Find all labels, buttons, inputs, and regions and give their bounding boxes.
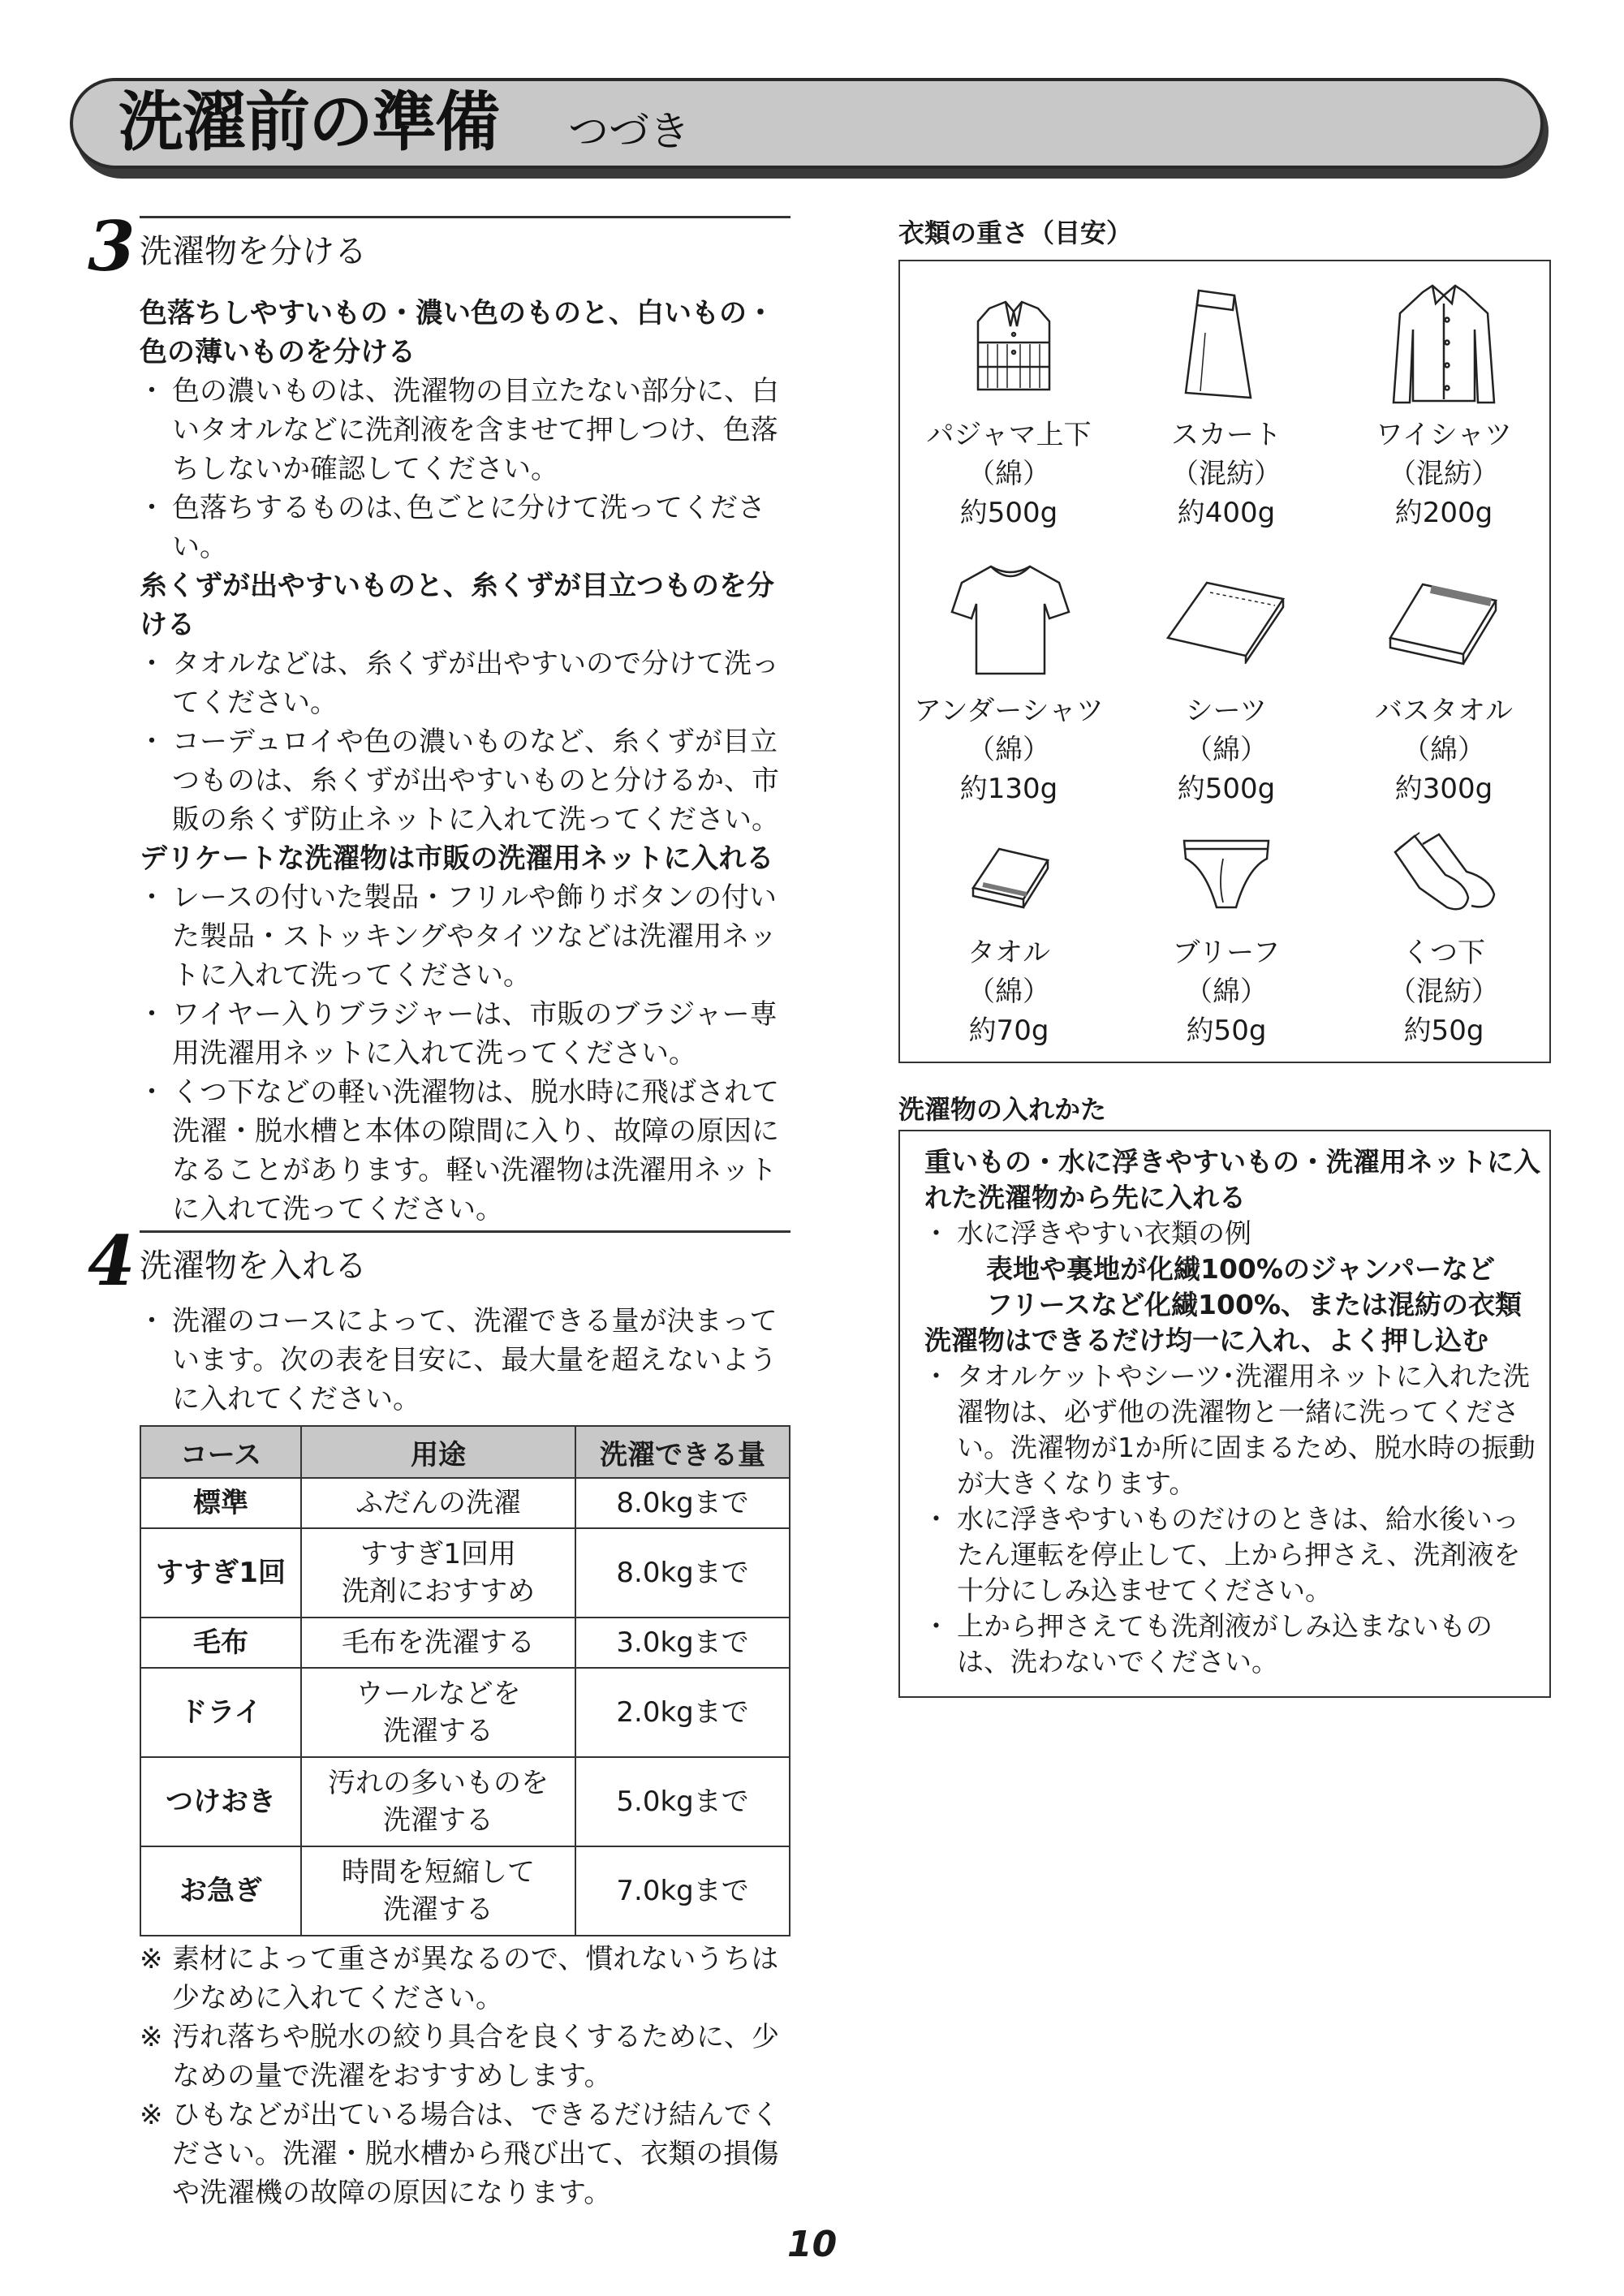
item-name: ワイシャツ [1375, 419, 1513, 451]
step-3-content [140, 294, 797, 1229]
course-cell: ドライ [140, 1668, 301, 1757]
note-item: ※ 素材によって重さが異なるので、慣れないうちは少なめに入れてください。 [140, 1940, 797, 2018]
example-item: 表地や裏地が化繊100%のジャンパーなど [986, 1253, 1495, 1285]
item-name: アンダーシャツ [914, 695, 1104, 727]
bullet-item: ・ くつ下などの軽い洗濯物は、脱水時に飛ばされて洗濯・脱水槽と本体の隙間に入り、故障の原因になることがあります。軽い洗濯物は洗濯用ネットに入れて洗ってください。 [140, 1073, 797, 1229]
amount-cell: 8.0kgまで [575, 1528, 790, 1618]
step-3-title: 洗濯物を分ける [140, 233, 367, 270]
section-heading: デリケートな洗濯物は市販の洗濯用ネットに入れる [140, 842, 774, 875]
item-material: （綿） [967, 458, 1050, 490]
bullet-item: ・ 洗濯のコースによって、洗濯できる量が決まっています。次の表を目安に、最大量を超えないように入れてください。 [140, 1302, 797, 1419]
item-name: シーツ [1185, 695, 1268, 727]
weight-item [1335, 416, 1553, 532]
course-cell: 標準 [140, 1478, 301, 1528]
weight-item [900, 933, 1118, 1050]
table-row [140, 1478, 790, 1528]
item-material: （綿） [967, 734, 1050, 766]
weight-item [900, 416, 1118, 532]
course-cell: すすぎ1回 [140, 1528, 301, 1618]
step-3-rule [140, 216, 790, 218]
item-name: パジャマ上下 [926, 419, 1092, 451]
item-weight: 約300g [1394, 773, 1493, 805]
sheet-icon [1161, 575, 1291, 664]
weights-title: 衣類の重さ（目安） [898, 218, 1133, 248]
item-weight: 約400g [1177, 497, 1276, 529]
step-4-title: 洗濯物を入れる [140, 1247, 367, 1285]
step-4-notes [140, 1940, 797, 2212]
course-cell: お急ぎ [140, 1846, 301, 1936]
page-subtitle: つづき [568, 108, 690, 155]
weight-item [1335, 691, 1553, 808]
table-row [140, 1618, 790, 1668]
table-row [140, 1757, 790, 1846]
note-item: ※ 汚れ落ちや脱水の絞り具合を良くするために、少なめの量で洗濯をおすすめします。 [140, 2018, 797, 2096]
use-cell: 毛布を洗濯する [301, 1618, 575, 1668]
briefs-icon [1178, 834, 1275, 915]
bullet-item: ・ 上から押さえても洗剤液がしみ込まないものは、洗わないでください。 [924, 1609, 1541, 1680]
item-material: （綿） [967, 976, 1050, 1008]
table-header: コース [140, 1426, 301, 1478]
bullet-item: ・ レースの付いた製品・フリルや飾りボタンの付いた製品・ストッキングやタイツなどは洗濯用ネットに入れて洗ってください。 [140, 878, 797, 995]
item-name: バスタオル [1375, 695, 1513, 727]
section-heading: 糸くずが出やすいものと、糸くずが目立つものを分ける [140, 570, 774, 641]
item-material: （綿） [1185, 976, 1268, 1008]
amount-cell: 8.0kgまで [575, 1478, 790, 1528]
weight-item [900, 691, 1118, 808]
socks-icon [1387, 829, 1509, 919]
use-cell: ウールなどを 洗濯する [301, 1668, 575, 1757]
item-material: （混紡） [1171, 458, 1282, 490]
table-header: 洗濯できる量 [575, 1426, 790, 1478]
bullet-item: ・ ワイヤー入りブラジャーは、市販のブラジャー専用洗濯用ネットに入れて洗ってください。 [140, 995, 797, 1073]
course-cell: つけおき [140, 1757, 301, 1846]
use-cell: 時間を短縮して 洗濯する [301, 1846, 575, 1936]
weight-item [1335, 933, 1553, 1050]
item-weight: 約500g [959, 497, 1058, 529]
page-number: 10 [787, 2224, 838, 2265]
use-cell: すすぎ1回用 洗剤におすすめ [301, 1528, 575, 1618]
skirt-icon [1181, 284, 1254, 406]
step-4-intro [140, 1302, 797, 1419]
table-row [140, 1528, 790, 1618]
amount-cell: 7.0kgまで [575, 1846, 790, 1936]
course-capacity-table [140, 1425, 790, 1936]
item-material: （混紡） [1389, 976, 1499, 1008]
towel-icon [967, 842, 1056, 915]
example-item: フリースなど化繊100%、または混紡の衣類 [986, 1289, 1522, 1320]
section-heading: 色落ちしやすいもの・濃い色のものと、白いもの・色の薄いものを分ける [140, 297, 774, 368]
amount-cell: 3.0kgまで [575, 1618, 790, 1668]
item-name: タオル [967, 937, 1050, 969]
bullet-item: ・ タオルケットやシーツ･洗濯用ネットに入れた洗濯物は、必ず他の洗濯物と一緒に洗ってください。洗濯物が1か所に固まるため、脱水時の振動が大きくなります。 [924, 1359, 1541, 1501]
item-material: （綿） [1185, 734, 1268, 766]
item-material: （綿） [1402, 734, 1485, 766]
insertion-content [924, 1144, 1541, 1680]
amount-cell: 5.0kgまで [575, 1757, 790, 1846]
item-name: スカート [1171, 419, 1282, 451]
item-weight: 約50g [1186, 1014, 1267, 1047]
step-4-number: 4 [88, 1221, 136, 1301]
use-cell: ふだんの洗濯 [301, 1478, 575, 1528]
item-weight: 約50g [1403, 1014, 1484, 1047]
insertion-panel [898, 1130, 1551, 1698]
insertion-title: 洗濯物の入れかた [898, 1094, 1107, 1125]
weight-item [1118, 933, 1335, 1050]
item-name: ブリーフ [1172, 937, 1281, 969]
bullet-item: ・ コーデュロイや色の濃いものなど、糸くずが目立つものは、糸くずが出やすいものと分けるか、市販の糸くず防止ネットに入れて洗ってください。 [140, 722, 797, 839]
shirt-icon [1387, 281, 1501, 411]
table-row [140, 1846, 790, 1936]
weights-panel [898, 260, 1551, 1063]
course-cell: 毛布 [140, 1618, 301, 1668]
item-weight: 約130g [959, 773, 1058, 805]
step-3-number: 3 [88, 206, 136, 286]
weight-item [1118, 416, 1335, 532]
table-row [140, 1668, 790, 1757]
section-heading: 洗濯物はできるだけ均一に入れ、よく押し込む [924, 1325, 1488, 1356]
bullet-item: ・ 色の濃いものは、洗濯物の目立たない部分に、白いタオルなどに洗剤液を含ませて押しつけ、色落ちしないか確認してください。 [140, 372, 797, 489]
table-header: 用途 [301, 1426, 575, 1478]
item-weight: 約70g [968, 1014, 1049, 1047]
step-4-rule [140, 1230, 790, 1233]
bullet-item: ・ 水に浮きやすい衣類の例 [924, 1216, 1541, 1251]
section-heading: 重いもの・水に浮きやすいもの・洗濯用ネットに入れた洗濯物から先に入れる [924, 1146, 1540, 1213]
item-material: （混紡） [1389, 458, 1499, 490]
bullet-item: ・ タオルなどは、糸くずが出やすいので分けて洗ってください。 [140, 644, 797, 722]
item-name: くつ下 [1402, 937, 1485, 969]
undershirt-icon [946, 558, 1075, 680]
note-item: ※ ひもなどが出ている場合は、できるだけ結んでください。洗濯・脱水槽から飛び出て、衣類の損傷や洗濯機の故障の原因になります。 [140, 2096, 797, 2212]
weight-item [1118, 691, 1335, 808]
use-cell: 汚れの多いものを 洗濯する [301, 1757, 575, 1846]
bullet-item: ・ 色落ちするものは､色ごとに分けて洗ってください。 [140, 489, 797, 566]
pajamas-icon [965, 294, 1062, 399]
item-weight: 約200g [1394, 497, 1493, 529]
item-weight: 約500g [1177, 773, 1276, 805]
bath-towel-icon [1382, 576, 1504, 666]
bullet-item: ・ 水に浮きやすいものだけのときは、給水後いったん運転を停止して、上から押さえ、洗剤液を十分にしみ込ませてください。 [924, 1501, 1541, 1609]
amount-cell: 2.0kgまで [575, 1668, 790, 1757]
page-title: 洗濯前の準備 [118, 84, 498, 160]
